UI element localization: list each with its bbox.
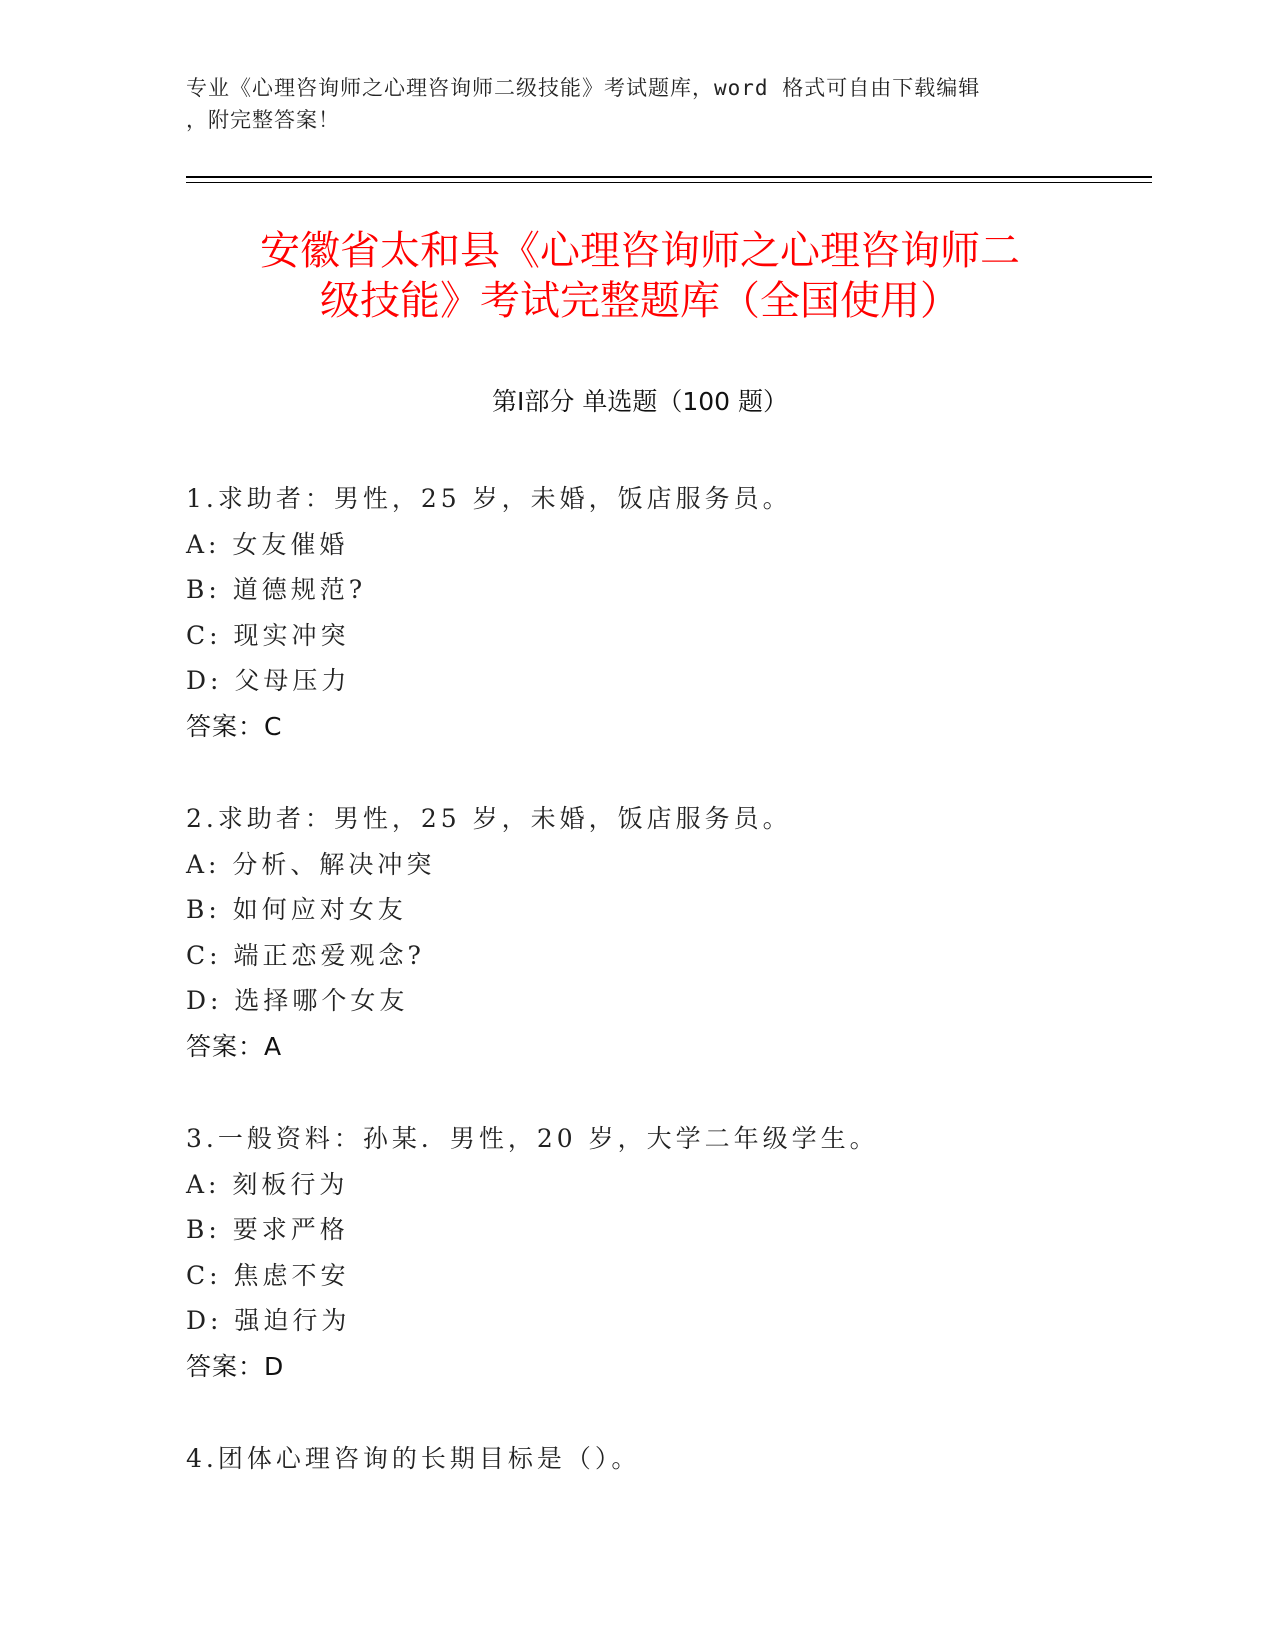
header-divider-thin [186, 182, 1152, 183]
option-c: C: 端正恋爱观念? [186, 940, 425, 970]
header-divider-thick [186, 176, 1152, 178]
option-b: B: 如何应对女友 [186, 895, 407, 924]
document-title-line-2: 级技能》考试完整题库（全国使用） [320, 278, 960, 324]
answer: 答案：D [186, 1351, 285, 1381]
option-b: B: 道德规范? [186, 575, 367, 604]
answer: 答案：A [186, 1031, 283, 1061]
option-d: D: 强迫行为 [186, 1306, 351, 1335]
option-c: C: 现实冲突 [186, 620, 350, 650]
option-d: D: 选择哪个女友 [186, 986, 409, 1015]
option-c: C: 焦虑不安 [186, 1260, 350, 1290]
question-stem: 4.团体心理咨询的长期目标是（）。 [186, 1444, 641, 1473]
question-stem: 3.一般资料：孙某．男性，20 岁，大学二年级学生。 [186, 1124, 879, 1153]
question-stem: 1.求助者：男性，25 岁，未婚，饭店服务员。 [186, 484, 792, 513]
question-3 [186, 1116, 1186, 1389]
header-note-line-1: 专业《心理咨询师之心理咨询师二级技能》考试题库，word 格式可自由下载编辑 [186, 76, 981, 100]
section-title: 第Ⅰ部分 单选题（100 题） [492, 387, 788, 416]
document-title-line-1: 安徽省太和县《心理咨询师之心理咨询师二 [260, 228, 1020, 274]
question-2 [186, 796, 1186, 1069]
question-stem: 2.求助者：男性，25 岁，未婚，饭店服务员。 [186, 804, 792, 833]
option-a: A: 女友催婚 [186, 529, 349, 559]
document-title [150, 226, 1130, 326]
option-a: A: 分析、解决冲突 [186, 849, 436, 879]
option-a: A: 刻板行为 [186, 1169, 349, 1199]
header-note [186, 72, 1066, 136]
question-1 [186, 476, 1186, 749]
option-b: B: 要求严格 [186, 1215, 349, 1244]
question-4 [186, 1436, 1186, 1482]
header-note-line-2: ，附完整答案！ [186, 108, 340, 132]
answer: 答案：C [186, 711, 283, 741]
option-d: D: 父母压力 [186, 666, 351, 695]
